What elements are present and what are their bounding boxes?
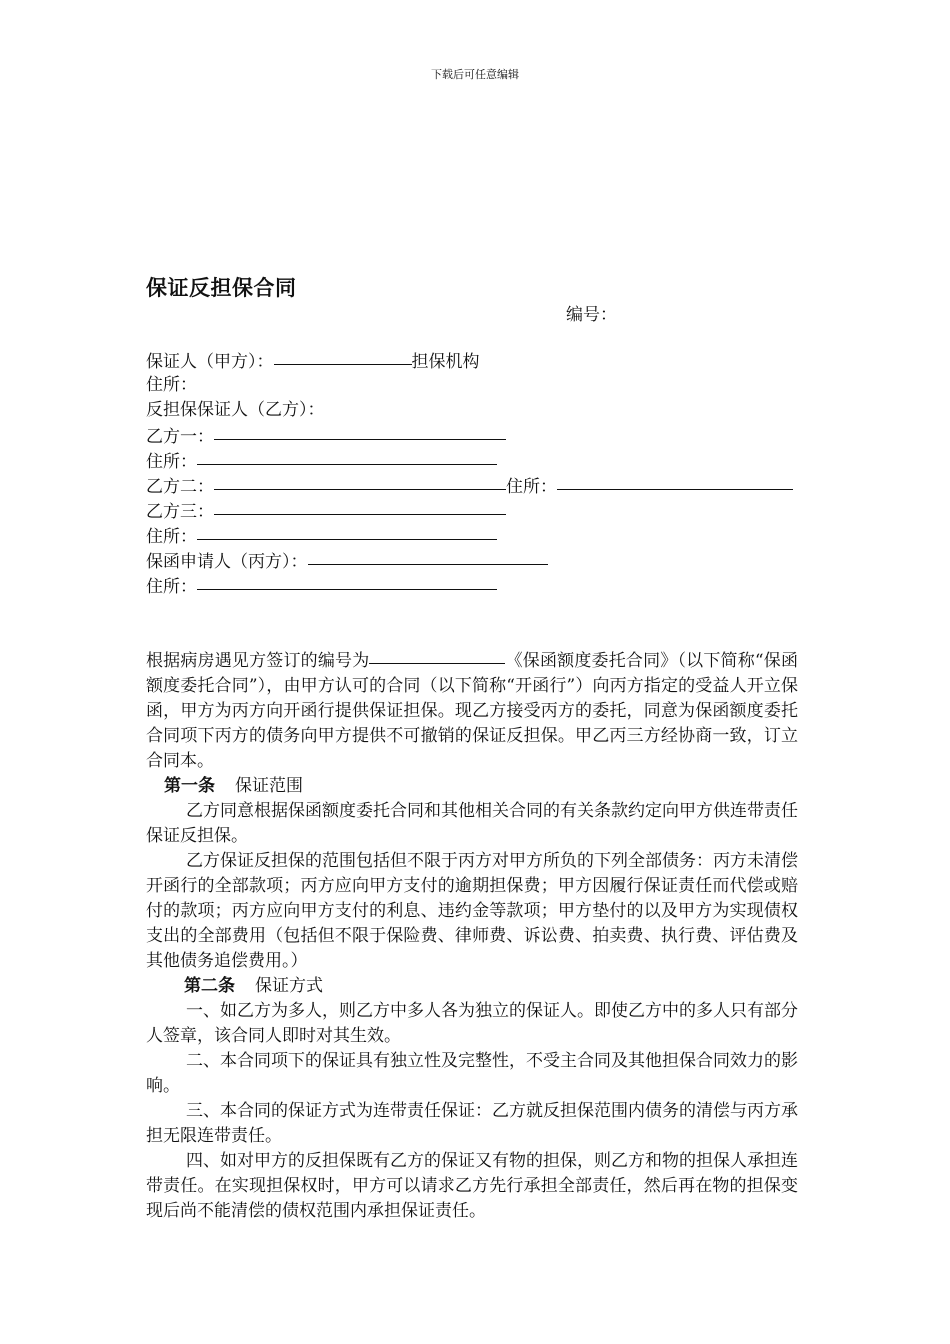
article-2-name: 保证方式 [255,976,323,996]
guarantor-blank[interactable] [274,348,412,365]
contract-number-label: 编号： [566,305,617,325]
party-b1-address-row [146,448,793,473]
guarantor-row [146,348,793,373]
article-1-heading [146,774,798,799]
address-label: 住所： [146,527,197,547]
intro-paragraph [146,647,798,774]
applicant-address-row [146,573,793,598]
applicant-blank[interactable] [308,548,548,565]
article-1-number: 第一条 [164,776,215,796]
guarantor-label: 保证人（甲方）： [146,352,274,372]
party-b3-address-blank[interactable] [197,523,497,540]
address-label: 住所： [146,375,197,395]
party-b1-blank[interactable] [214,423,506,440]
article-2-para-2: 二、本合同项下的保证具有独立性及完整性，不受主合同及其他担保合同效力的影响。 [146,1051,798,1096]
party-b1-address-blank[interactable] [197,448,497,465]
party-b3-row [146,498,793,523]
article-2-number: 第二条 [184,976,235,996]
guarantor-suffix: 担保机构 [411,352,480,372]
article-2-para-4: 四、如对甲方的反担保既有乙方的保证又有物的担保，则乙方和物的担保人承担连带责任。在实现担保权时，甲方可以请求乙方先行承担全部责任，然后再在物的担保变现后尚不能清偿的债权范围内承担保证责任。 [146,1151,798,1221]
contract-body [146,647,798,1224]
guarantor-address-row [146,373,793,398]
applicant-label: 保函申请人（丙方）： [146,552,308,572]
contract-number-blank[interactable] [369,647,505,664]
applicant-row [146,548,793,573]
counter-guarantor-label: 反担保保证人（乙方）： [146,400,325,420]
parties-section [146,348,793,598]
party-b1-row [146,423,793,448]
address-label: 住所： [146,577,197,597]
party-b2-blank[interactable] [214,473,506,490]
document-title: 保证反担保合同 [146,275,297,300]
party-b2-address-blank[interactable] [557,473,793,490]
party-b2-row [146,473,793,498]
intro-text-a: 根据病房遇见方签订的编号为 [146,651,370,671]
article-2-para-1: 一、如乙方为多人，则乙方中多人各为独立的保证人。即使乙方中的多人只有部分人签章，该合同人即时对其生效。 [146,1001,798,1046]
article-2-para-3: 三、本合同的保证方式为连带责任保证：乙方就反担保范围内债务的清偿与丙方承担无限连带责任。 [146,1101,798,1146]
party-b3-address-row [146,523,793,548]
counter-guarantor-row [146,398,793,423]
intro-text-b: 《保函额度委托合同》（以下简称“保函额度委托合同”），由甲方认可的合同（以下简称“开函行”）向丙方指定的受益人开立保函，甲方为丙方向开函行提供保证担保。现乙方接受丙方的委托，同意为保函额度委托合同项下丙方的债务向甲方提供不可撤销的保证反担保。甲乙丙三方经协商一致，订立合同本。 [146,651,798,771]
party-b1-label: 乙方一： [146,427,214,447]
page-header: 下载后可任意编辑 [431,68,519,81]
article-1-name: 保证范围 [235,776,303,796]
address-label: 住所： [506,477,557,497]
article-1-para-2: 乙方保证反担保的范围包括但不限于丙方对甲方所负的下列全部债务：丙方未清偿开函行的全部款项；丙方应向甲方支付的逾期担保费；甲方因履行保证责任而代偿或赔付的款项；丙方应向甲方支付的利息、违约金等款项；甲方垫付的以及甲方为实现债权支出的全部费用（包括但不限于保险费、律师费、诉讼费、拍卖费、执行费、评估费及其他债务追偿费用。） [146,851,798,971]
party-b2-label: 乙方二： [146,477,214,497]
article-2-heading [146,974,798,999]
party-b3-blank[interactable] [214,498,506,515]
address-label: 住所： [146,452,197,472]
party-b3-label: 乙方三： [146,502,214,522]
applicant-address-blank[interactable] [197,573,497,590]
article-1-para-1: 乙方同意根据保函额度委托合同和其他相关合同的有关条款约定向甲方供连带责任保证反担保。 [146,801,798,846]
